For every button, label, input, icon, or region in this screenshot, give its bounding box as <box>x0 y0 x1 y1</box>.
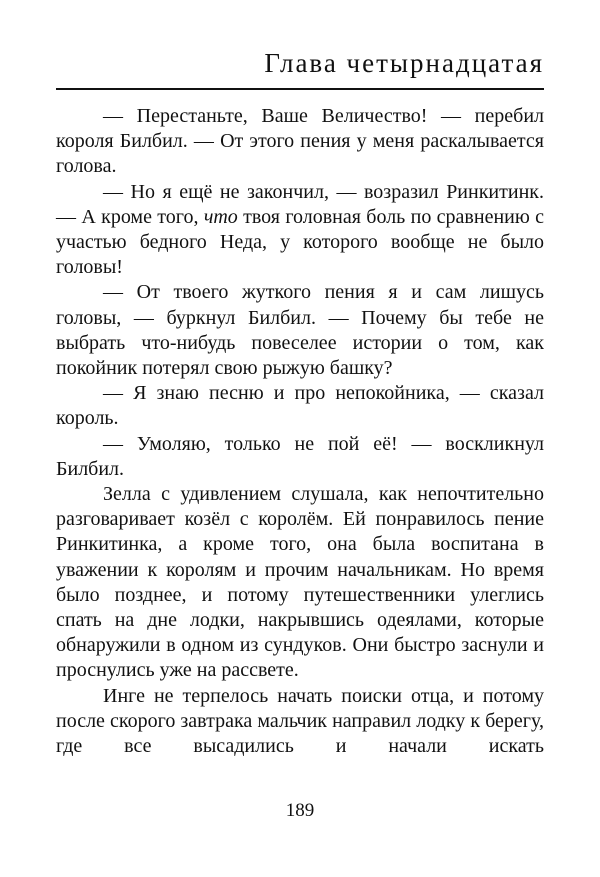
paragraph: — Перестаньте, Ваше Величество! — перебил короля Билбил. — От этого пения у меня раскалывается голова. <box>56 105 544 178</box>
header-rule <box>56 88 544 90</box>
paragraph: Инге не терпелось начать поиски отца, и потому после скорого завтрака мальчик направил лодку к берегу, где все высадились и начали искать <box>56 684 544 758</box>
emphasis: что <box>203 205 238 228</box>
paragraph: — От твоего жуткого пения я и сам лишусь головы, — буркнул Билбил. — Почему бы тебе не выбрать что-нибудь повеселее истории о том, как покойник потерял свою рыжую башку? <box>56 281 544 380</box>
paragraph: — Я знаю песню и про непокойника, — сказал король. <box>56 382 544 430</box>
page-number: 189 <box>285 800 315 821</box>
paragraph: — Умоляю, только не пой её! — воскликнул Билбил. <box>56 432 544 480</box>
chapter-title: Глава четырнадцатая <box>264 48 544 78</box>
paragraph: — Но я ещё не закончил, — возразил Ринкитинк. — А кроме того, что твоя головная боль по сравнению с участью бедного Неда, у которого вообще не было головы! <box>56 180 544 279</box>
body-text <box>56 104 544 759</box>
paragraph: Зелла с удивлением слушала, как непочтительно разговаривает козёл с королём. Ей понравилось пение Ринкитинка, а кроме того, она была воспитана в уважении к королям и прочим начальникам. Но время было позднее, и потому путешественники улеглись спать на дне лодки, накрывшись одеялами, которые обнаружили в одном из сундуков. Они быстро заснули и проснулись уже на рассвете. <box>56 483 544 682</box>
